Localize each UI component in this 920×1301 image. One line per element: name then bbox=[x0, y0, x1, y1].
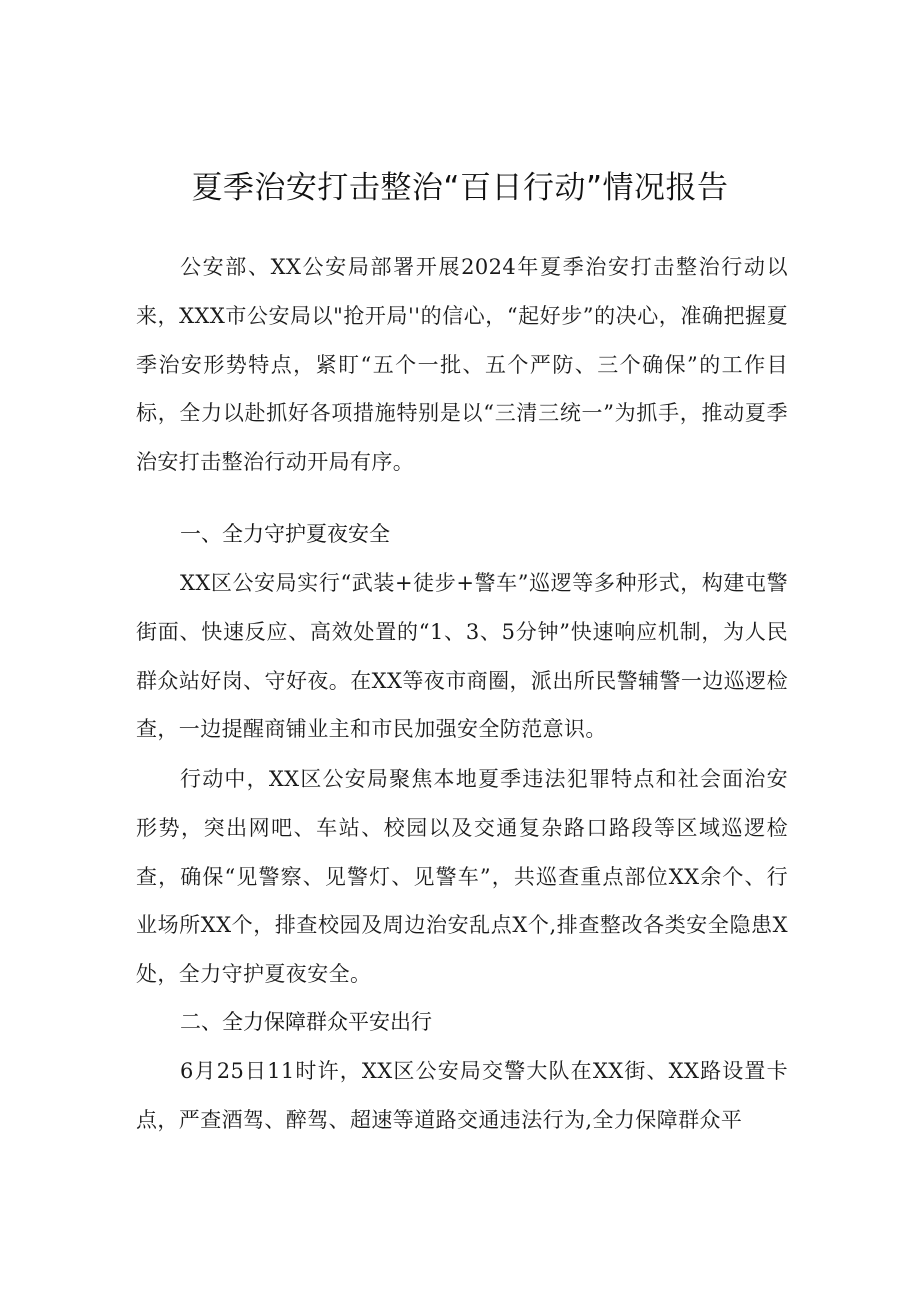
paragraph-section-1-b: 行动中，XX区公安局聚焦本地夏季违法犯罪特点和社会面治安形势，突出网吧、车站、校园以及交通复杂路口路段等区域巡逻检查，确保“见警察、见警灯、见警车”，共巡查重点部位XX余个、行业场所XX个，排查校园及周边治安乱点X个,排查整改各类安全隐患X处，全力守护夏夜安全。 bbox=[136, 767, 788, 987]
paragraph-section-2-a: 6月25日11时许，XX区公安局交警大队在XX街、XX路设置卡点，严查酒驾、醉驾、超速等道路交通违法行为,全力保障群众平 bbox=[136, 1059, 788, 1132]
paragraph-intro: 公安部、XX公安局部署开展2024年夏季治安打击整治行动以来，XXX市公安局以"抢开局''的信心，“起好步”的决心，准确把握夏季治安形势特点，紧盯“五个一批、五个严防、三个确保”的工作目标，全力以赴抓好各项措施特别是以“三清三统一”为抓手，推动夏季治安打击整治行动开局有序。 bbox=[136, 255, 788, 475]
section-heading-2: 二、全力保障群众平安出行 bbox=[180, 1010, 432, 1034]
document-title: 夏季治安打击整治“百日行动”情况报告 bbox=[191, 170, 729, 206]
section-heading-1: 一、全力守护夏夜安全 bbox=[180, 522, 390, 546]
paragraph-section-1-a: XX区公安局实行“武装+徒步+警车”巡逻等多种形式，构建屯警街面、快速反应、高效处置的“1、3、5分钟”快速响应机制，为人民群众站好岗、守好夜。在XX等夜市商圈，派出所民警辅警一边巡逻检查，一边提醒商铺业主和市民加强安全防范意识。 bbox=[136, 571, 788, 742]
